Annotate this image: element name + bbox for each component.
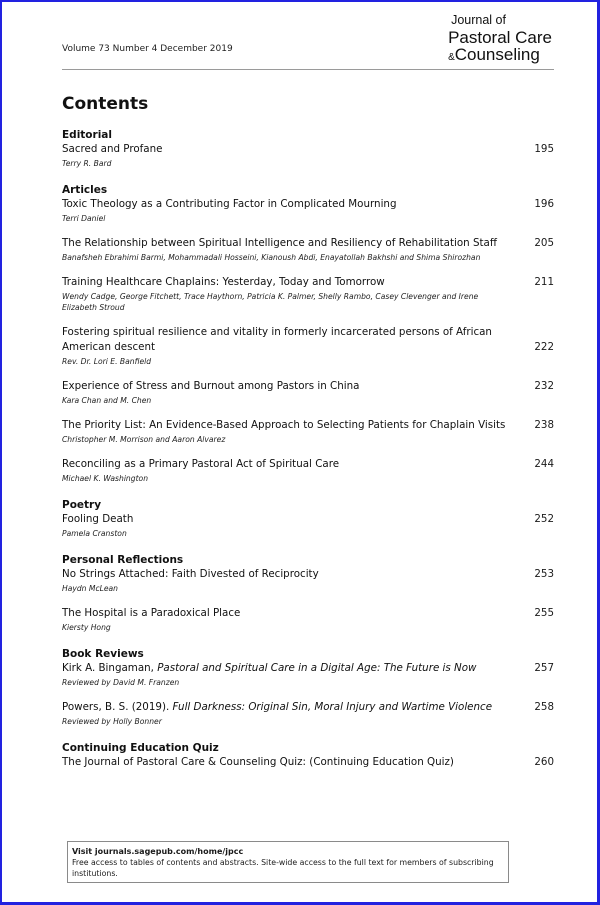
logo-line-1: Journal of (451, 13, 506, 27)
toc-section (62, 184, 554, 484)
toc-section (62, 129, 554, 169)
entry-title[interactable]: Fostering spiritual resilience and vitality in formerly incarcerated persons of African American descent (62, 326, 492, 353)
page-number: 244 (534, 458, 554, 470)
logo-line-2: Pastoral Care (448, 27, 552, 47)
toc-entry[interactable] (62, 197, 554, 224)
logo-ampersand: & (448, 51, 455, 63)
entry-title[interactable] (62, 700, 514, 715)
section-title: Book Reviews (62, 648, 144, 660)
toc-entry[interactable] (62, 512, 554, 539)
toc-entry[interactable] (62, 661, 554, 688)
section-title: Personal Reflections (62, 554, 184, 566)
entry-title[interactable]: The Journal of Pastoral Care & Counseling Quiz: (Continuing Education Quiz) (62, 756, 454, 768)
entry-title[interactable]: No Strings Attached: Faith Divested of Reciprocity (62, 568, 319, 580)
footer-info-box (67, 841, 509, 883)
page-number: 232 (534, 380, 554, 392)
page-number: 195 (534, 143, 554, 155)
entry-title-prefix: Kirk A. Bingaman, (62, 662, 158, 674)
page-number: 238 (534, 419, 554, 431)
entry-title-prefix: Powers, B. S. (2019). (62, 701, 173, 713)
toc-entry[interactable] (62, 142, 554, 169)
entry-author: Banafsheh Ebrahimi Barmi, Mohammadali Hosseini, Kianoush Abdi, Enayatollah Bakhshi and Shima Shirozhan (62, 253, 481, 262)
toc-entry[interactable] (62, 606, 554, 633)
entry-author: Michael K. Washington (62, 474, 149, 483)
entry-author: Reviewed by David M. Franzen (62, 678, 180, 687)
toc-section (62, 742, 554, 770)
entry-author: Terri Daniel (62, 214, 106, 223)
entry-title-italic: Pastoral and Spiritual Care in a Digital Age: The Future is Now (157, 662, 477, 674)
toc-section (62, 648, 554, 727)
entry-title[interactable]: The Priority List: An Evidence-Based Approach to Selecting Patients for Chaplain Visits (62, 419, 506, 431)
toc-section (62, 499, 554, 539)
logo-line-3 (448, 46, 552, 63)
entry-title[interactable]: Fooling Death (62, 513, 134, 525)
section-title: Editorial (62, 129, 112, 141)
toc-page (62, 2, 554, 768)
entry-title[interactable]: Reconciling as a Primary Pastoral Act of Spiritual Care (62, 458, 340, 470)
entry-title[interactable]: The Hospital is a Paradoxical Place (62, 607, 241, 619)
entry-author: Rev. Dr. Lori E. Banfield (62, 357, 152, 366)
toc-entry[interactable] (62, 755, 554, 770)
toc-section (62, 554, 554, 633)
issue-info: Volume 73 Number 4 December 2019 (62, 44, 233, 54)
entry-author: Kiersty Hong (62, 623, 111, 632)
entry-author: Terry R. Bard (62, 159, 112, 168)
page-header (62, 2, 554, 70)
toc-entry[interactable] (62, 236, 554, 263)
page-number: 257 (534, 662, 554, 674)
journal-logo (448, 14, 552, 63)
entry-author: Haydn McLean (62, 584, 119, 593)
entry-title[interactable]: Experience of Stress and Burnout among Pastors in China (62, 380, 360, 392)
logo-counseling: Counseling (454, 44, 540, 64)
page-number: 258 (534, 701, 554, 713)
section-title: Continuing Education Quiz (62, 742, 219, 754)
entry-title[interactable]: Training Healthcare Chaplains: Yesterday, Today and Tomorrow (62, 276, 385, 288)
entry-title[interactable]: Sacred and Profane (62, 143, 163, 155)
footer-visit-link[interactable]: Visit journals.sagepub.com/home/jpcc (72, 847, 244, 856)
entry-title-italic: Full Darkness: Original Sin, Moral Injury and Wartime Violence (172, 701, 493, 713)
section-title: Poetry (62, 499, 102, 511)
page-number: 253 (534, 568, 554, 580)
entry-title[interactable] (62, 661, 514, 676)
page-number: 260 (534, 756, 554, 768)
toc-entry[interactable] (62, 567, 554, 594)
toc-entry[interactable] (62, 275, 554, 313)
page-number: 211 (534, 276, 554, 288)
entry-author: Christopher M. Morrison and Aaron Alvarez (62, 435, 226, 444)
page-number: 255 (534, 607, 554, 619)
contents-heading: Contents (62, 94, 149, 114)
toc-entry[interactable] (62, 325, 554, 367)
entry-author: Reviewed by Holly Bonner (62, 717, 162, 726)
section-title: Articles (62, 184, 108, 196)
entry-title[interactable]: Toxic Theology as a Contributing Factor in Complicated Mourning (62, 198, 397, 210)
entry-author: Wendy Cadge, George Fitchett, Trace Haythorn, Patricia K. Palmer, Shelly Rambo, Casey Clevenger and Irene Elizabeth Stroud (62, 292, 479, 312)
entry-author: Pamela Cranston (62, 529, 127, 538)
page-number: 222 (534, 341, 554, 353)
table-of-contents (62, 129, 554, 785)
toc-entry[interactable] (62, 379, 554, 406)
page-number: 196 (534, 198, 554, 210)
entry-author: Kara Chan and M. Chen (62, 396, 152, 405)
page-number: 205 (534, 237, 554, 249)
footer-access-text: Free access to tables of contents and abstracts. Site-wide access to the full text for members of subscribing institutions. (72, 858, 494, 878)
page-number: 252 (534, 513, 554, 525)
entry-title[interactable]: The Relationship between Spiritual Intelligence and Resiliency of Rehabilitation Staff (62, 237, 497, 249)
toc-entry[interactable] (62, 457, 554, 484)
toc-entry[interactable] (62, 700, 554, 727)
toc-entry[interactable] (62, 418, 554, 445)
